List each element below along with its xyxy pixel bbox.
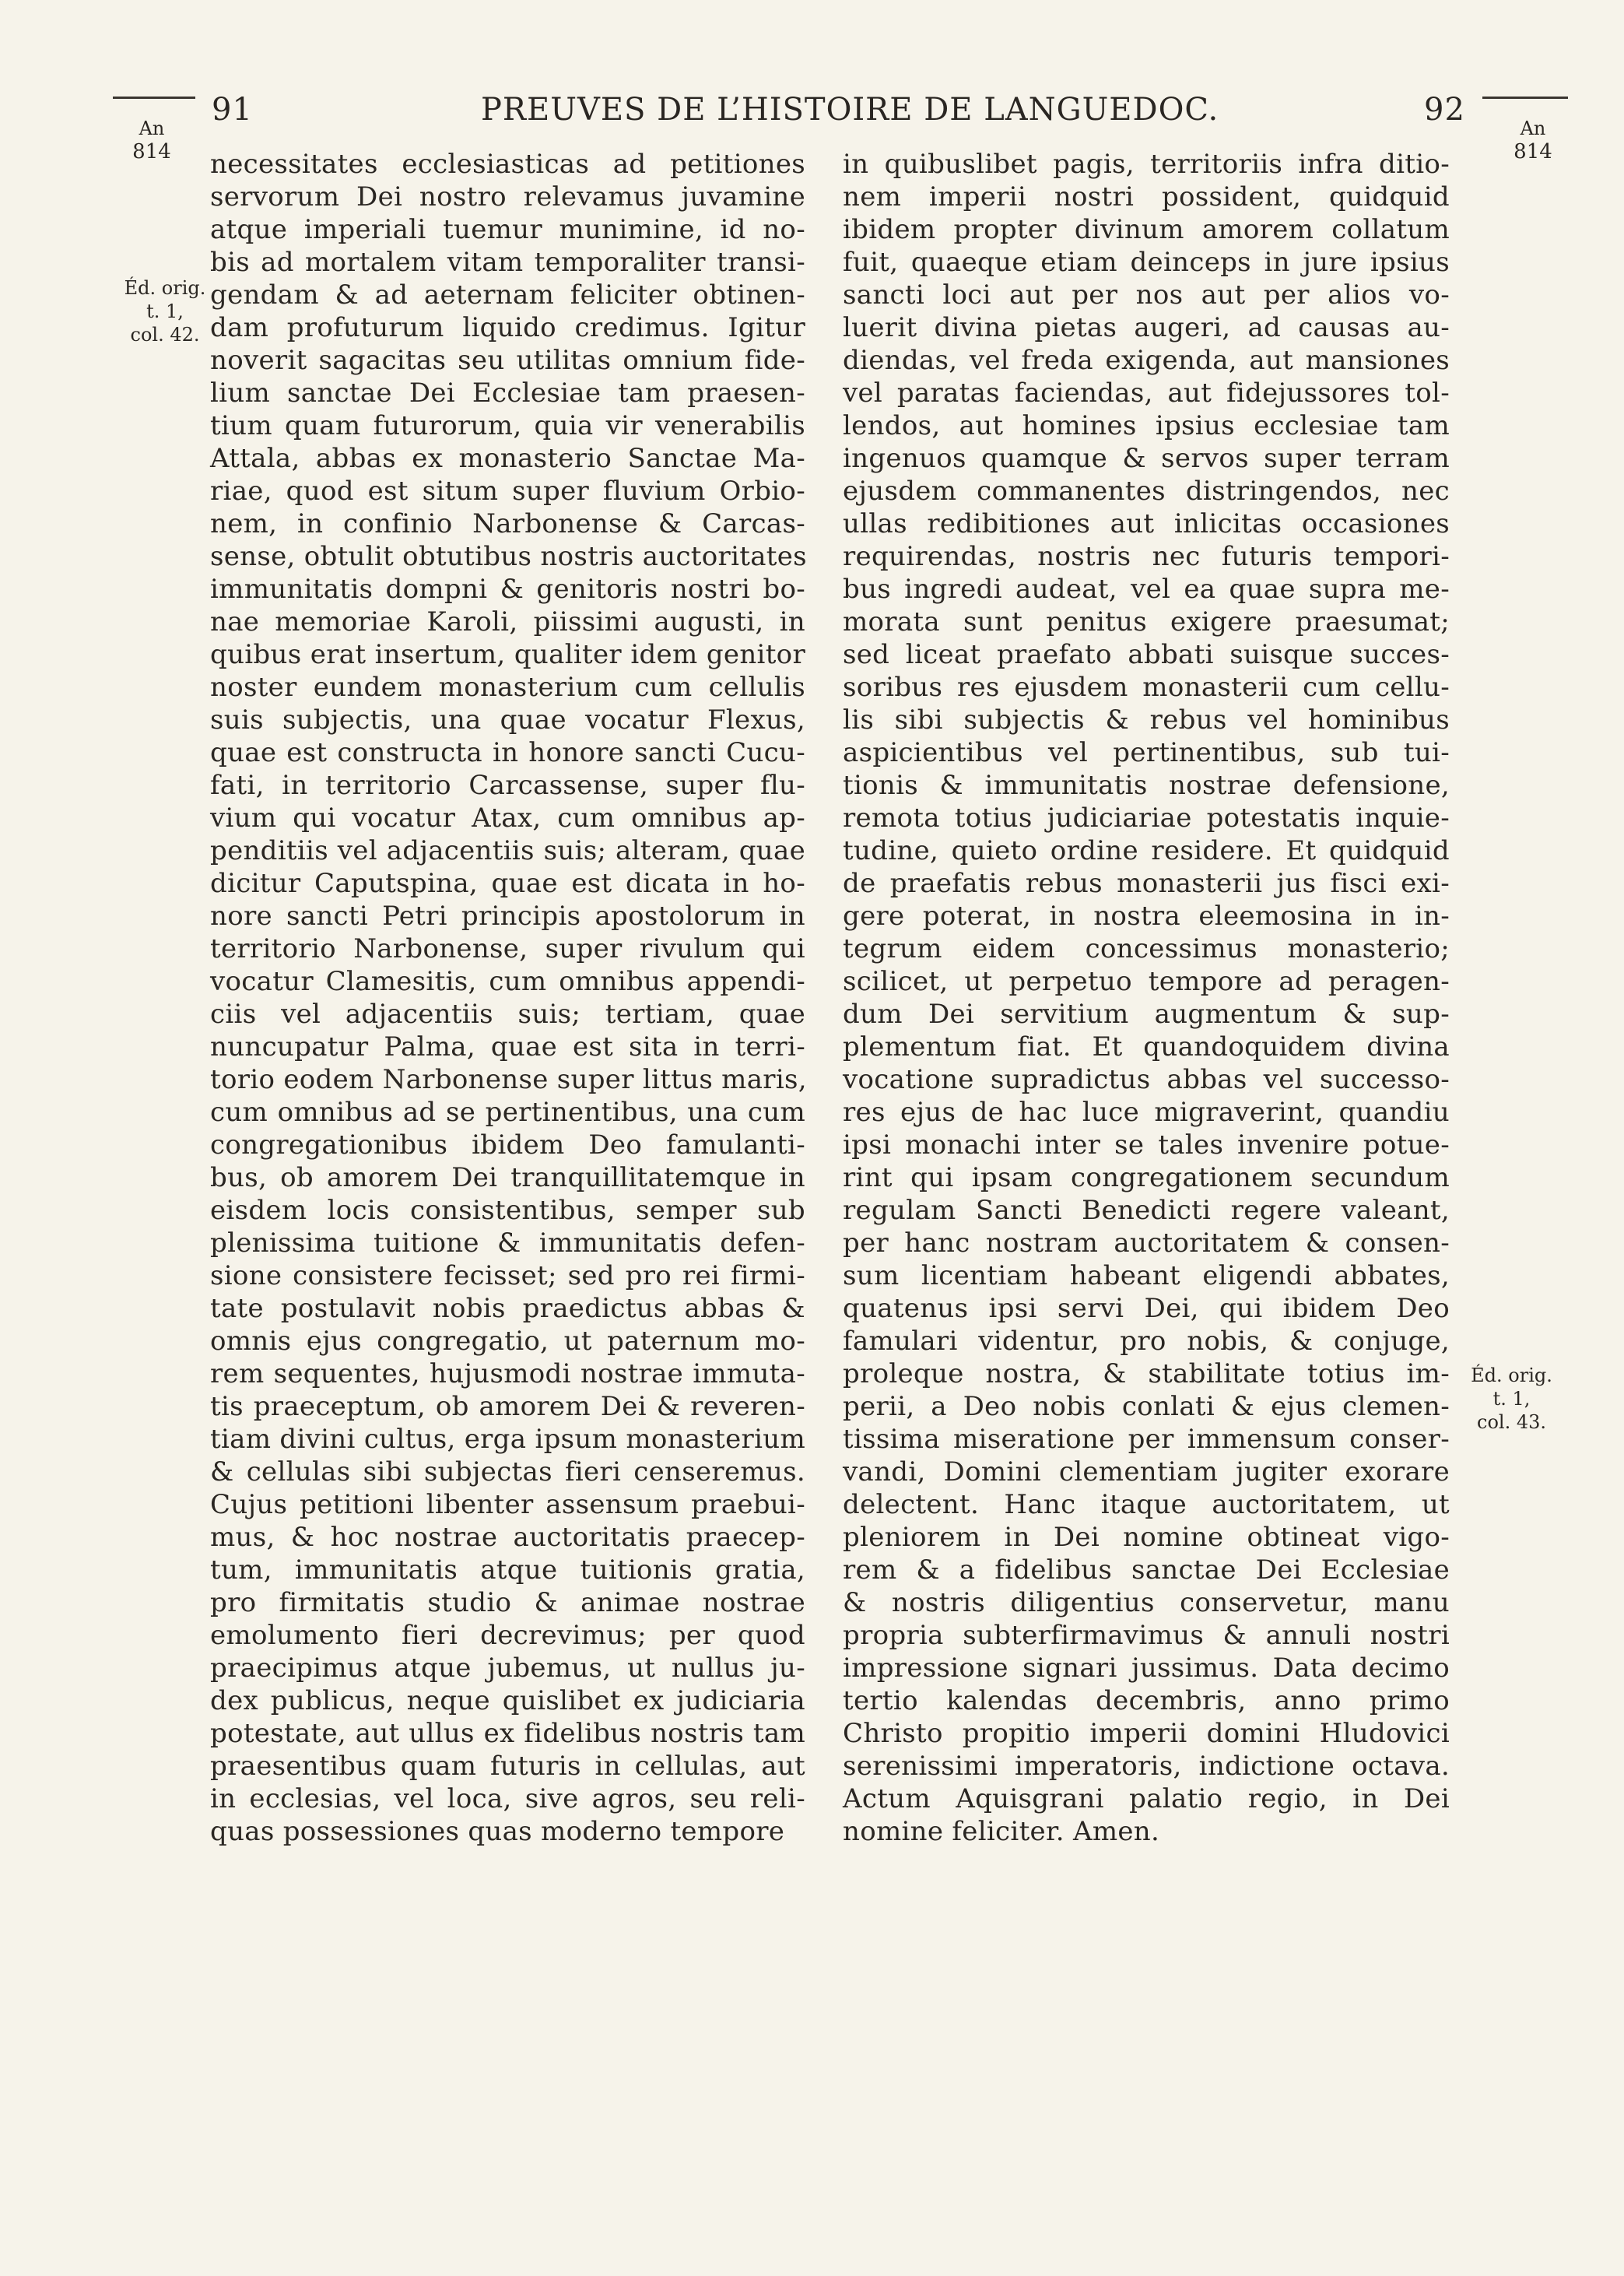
text-line: tegrum eidem concessimus monasterio;	[843, 933, 1450, 964]
text-line: servorum Dei nostro relevamus juvamine	[210, 181, 805, 212]
text-line: mus, & hoc nostrae auctoritatis praecep-	[210, 1522, 805, 1553]
text-line: penditiis vel adjacentiis suis; alteram, quae	[210, 835, 805, 866]
running-title: PREUVES DE L’HISTOIRE DE LANGUEDOC.	[481, 92, 1219, 128]
text-line: dex publicus, neque quislibet ex judiciaria	[210, 1685, 805, 1716]
text-line: nuncupatur Palma, quae est sita in terri-	[210, 1031, 805, 1062]
text-line: vocatur Clamesitis, cum omnibus appendi-	[210, 966, 805, 997]
text-line: bis ad mortalem vitam temporaliter transi-	[210, 247, 805, 278]
page-number-left: 91	[212, 92, 253, 128]
text-line: riae, quod est situm super fluvium Orbio-	[210, 476, 805, 507]
margin-ed-tome-right: t. 1,	[1492, 1388, 1531, 1410]
text-line: perii, a Deo nobis conlati & ejus clemen-	[843, 1391, 1450, 1422]
text-line: tum, immunitatis atque tuitionis gratia,	[210, 1554, 805, 1586]
margin-year-right	[1506, 117, 1560, 163]
text-line: sancti loci aut per nos aut per alios vo-	[843, 279, 1450, 311]
text-line: vandi, Domini clementiam jugiter exorare	[843, 1456, 1450, 1487]
text-line: plementum fiat. Et quandoquidem divina	[843, 1031, 1450, 1062]
text-line: omnis ejus congregatio, ut paternum mo-	[210, 1326, 805, 1357]
text-line: serenissimi imperatoris, indictione octava.	[843, 1751, 1450, 1782]
page-number-right: 92	[1424, 92, 1465, 128]
text-line: torio eodem Narbonense super littus maris,	[210, 1064, 807, 1095]
text-line: Attala, abbas ex monasterio Sanctae Ma-	[210, 443, 805, 474]
text-line: emolumento fieri decrevimus; per quod	[210, 1620, 805, 1651]
text-line: rem & a fidelibus sanctae Dei Ecclesiae	[843, 1554, 1450, 1586]
text-line: bus, ob amorem Dei tranquillitatemque in	[210, 1162, 805, 1193]
text-line: soribus res ejusdem monasterii cum cellu-	[843, 672, 1450, 703]
text-line: sed liceat praefato abbati suisque succes-	[843, 639, 1450, 670]
margin-an-left: An	[139, 118, 165, 139]
margin-edition-left	[118, 276, 212, 346]
text-line: plenissima tuitione & immunitatis defen-	[210, 1228, 805, 1259]
text-line: requirendas, nostris nec futuris tempori-	[843, 541, 1450, 572]
text-line: per hanc nostram auctoritatem & consen-	[843, 1228, 1450, 1259]
text-line: sione consistere fecisset; sed pro rei firmi-	[210, 1260, 805, 1291]
text-line: tate postulavit nobis praedictus abbas &	[210, 1293, 805, 1324]
text-line: fuit, quaeque etiam deinceps in jure ipsius	[843, 247, 1450, 278]
text-line: sense, obtulit obtutibus nostris auctoritates	[210, 541, 807, 572]
text-line: congregationibus ibidem Deo famulanti-	[210, 1129, 805, 1161]
text-line: Cujus petitioni libenter assensum praebui-	[210, 1489, 805, 1520]
text-line: quibus erat insertum, qualiter idem genitor	[210, 639, 805, 670]
text-line: tiam divini cultus, erga ipsum monasterium	[210, 1424, 805, 1455]
text-line: praecipimus atque jubemus, ut nullus ju-	[210, 1653, 805, 1684]
text-line: pleniorem in Dei nomine obtineat vigo-	[843, 1522, 1450, 1553]
text-line: lis sibi subjectis & rebus vel hominibus	[843, 704, 1450, 736]
margin-an-right: An	[1520, 118, 1546, 139]
text-line: pro firmitatis studio & animae nostrae	[210, 1587, 805, 1618]
text-line: Christo propitio imperii domini Hludovici	[843, 1718, 1450, 1749]
text-line: ingenuos quamque & servos super terram	[843, 443, 1450, 474]
text-line: nomine feliciter. Amen.	[843, 1816, 1160, 1847]
text-line: nem, in confinio Narbonense & Carcas-	[210, 508, 805, 539]
margin-ed-tome-left: t. 1,	[146, 300, 184, 322]
text-line: lium sanctae Dei Ecclesiae tam praesen-	[210, 378, 805, 409]
text-line: in ecclesias, vel loca, sive agros, seu reli-	[210, 1783, 805, 1814]
text-line: necessitates ecclesiasticas ad petitiones	[210, 149, 805, 180]
right-text-column	[843, 148, 1450, 1848]
margin-year-value-left: 814	[132, 140, 171, 163]
text-line: nem imperii nostri possident, quidquid	[843, 181, 1450, 212]
margin-ed-orig-left: Éd. orig.	[124, 277, 206, 299]
text-line: tis praeceptum, ob amorem Dei & reveren-	[210, 1391, 805, 1422]
text-line: noverit sagacitas seu utilitas omnium fide-	[210, 345, 805, 376]
text-line: atque imperiali tuemur munimine, id no-	[210, 214, 805, 245]
text-line: bus ingredi audeat, vel ea quae supra me-	[843, 574, 1450, 605]
header-rule-right	[1482, 97, 1568, 99]
text-line: scilicet, ut perpetuo tempore ad peragen-	[843, 966, 1450, 997]
text-line: vel paratas faciendas, aut fidejussores tol-	[843, 378, 1450, 409]
text-line: dicitur Caputspina, quae est dicata in ho-	[210, 868, 805, 899]
text-line: luerit divina pietas augeri, ad causas au-	[843, 312, 1450, 343]
margin-year-left	[125, 117, 179, 163]
text-line: tium quam futurorum, quia vir venerabilis	[210, 410, 805, 441]
text-line: proleque nostra, & stabilitate totius im-	[843, 1358, 1450, 1389]
text-line: quas possessiones quas moderno tempore	[210, 1816, 785, 1847]
text-line: famulari videntur, pro nobis, & conjuge,	[843, 1326, 1450, 1357]
text-line: delectent. Hanc itaque auctoritatem, ut	[843, 1489, 1450, 1520]
text-line: nae memoriae Karoli, piissimi augusti, in	[210, 606, 805, 637]
text-line: rint qui ipsam congregationem secundum	[843, 1162, 1450, 1193]
text-line: noster eundem monasterium cum cellulis	[210, 672, 805, 703]
text-line: immunitatis dompni & genitoris nostri bo-	[210, 574, 805, 605]
margin-year-value-right: 814	[1514, 140, 1552, 163]
text-line: & nostris diligentius conservetur, manu	[843, 1587, 1450, 1618]
text-line: nore sancti Petri principis apostolorum in	[210, 901, 805, 932]
text-line: gere poterat, in nostra eleemosina in in-	[843, 901, 1450, 932]
text-line: ejusdem commanentes distringendos, nec	[843, 476, 1450, 507]
text-line: ipsi monachi inter se tales invenire potue-	[843, 1129, 1450, 1161]
text-line: aspicientibus vel pertinentibus, sub tui-	[843, 737, 1450, 768]
text-line: remota totius judiciariae potestatis inquie-	[843, 803, 1450, 834]
text-line: Actum Aquisgrani palatio regio, in Dei	[843, 1783, 1450, 1814]
text-line: ullas redibitiones aut inlicitas occasiones	[843, 508, 1450, 539]
text-line: de praefatis rebus monasterii jus fisci exi-	[843, 868, 1450, 899]
text-line: suis subjectis, una quae vocatur Flexus,	[210, 704, 805, 736]
text-line: vium qui vocatur Atax, cum omnibus ap-	[210, 803, 805, 834]
text-line: dam profuturum liquido credimus. Igitur	[210, 312, 805, 343]
text-line: eisdem locis consistentibus, semper sub	[210, 1195, 805, 1226]
text-line: fati, in territorio Carcassense, super flu-	[210, 770, 805, 801]
text-line: & cellulas sibi subjectas fieri censeremus.	[210, 1456, 805, 1487]
text-line: impressione signari jussimus. Data decimo	[843, 1653, 1450, 1684]
text-line: tionis & immunitatis nostrae defensione,	[843, 770, 1450, 801]
text-line: quae est constructa in honore sancti Cucu-	[210, 737, 805, 768]
text-line: tissima miseratione per immensum conser-	[843, 1424, 1450, 1455]
margin-ed-col-left: col. 42.	[130, 324, 200, 346]
text-line: quatenus ipsi servi Dei, qui ibidem Deo	[843, 1293, 1450, 1324]
text-line: vocatione supradictus abbas vel successo-	[843, 1064, 1450, 1095]
text-line: diendas, vel freda exigenda, aut mansiones	[843, 345, 1450, 376]
margin-ed-col-right: col. 43.	[1477, 1411, 1546, 1433]
header-rule-left	[113, 97, 195, 99]
text-line: gendam & ad aeternam feliciter obtinen-	[210, 279, 805, 311]
text-line: potestate, aut ullus ex fidelibus nostris tam	[210, 1718, 805, 1749]
text-line: res ejus de hac luce migraverint, quandiu	[843, 1097, 1450, 1128]
text-line: ciis vel adjacentiis suis; tertiam, quae	[210, 999, 805, 1030]
text-line: in quibuslibet pagis, territoriis infra ditio-	[843, 149, 1450, 180]
text-line: territorio Narbonense, super rivulum qui	[210, 933, 805, 964]
text-line: ibidem propter divinum amorem collatum	[843, 214, 1450, 245]
margin-ed-orig-right: Éd. orig.	[1471, 1365, 1552, 1386]
text-line: praesentibus quam futuris in cellulas, aut	[210, 1751, 805, 1782]
text-line: regulam Sancti Benedicti regere valeant,	[843, 1195, 1450, 1226]
text-line: rem sequentes, hujusmodi nostrae immuta-	[210, 1358, 805, 1389]
text-line: tudine, quieto ordine residere. Et quidquid	[843, 835, 1450, 866]
margin-edition-right	[1463, 1364, 1560, 1434]
text-line: dum Dei servitium augmentum & sup-	[843, 999, 1450, 1030]
text-line: lendos, aut homines ipsius ecclesiae tam	[843, 410, 1450, 441]
text-line: morata sunt penitus exigere praesumat;	[843, 606, 1450, 637]
text-line: cum omnibus ad se pertinentibus, una cum	[210, 1097, 805, 1128]
text-line: sum licentiam habeant eligendi abbates,	[843, 1260, 1450, 1291]
text-line: tertio kalendas decembris, anno primo	[843, 1685, 1450, 1716]
text-line: propria subterfirmavimus & annuli nostri	[843, 1620, 1450, 1651]
left-text-column	[210, 148, 805, 1848]
